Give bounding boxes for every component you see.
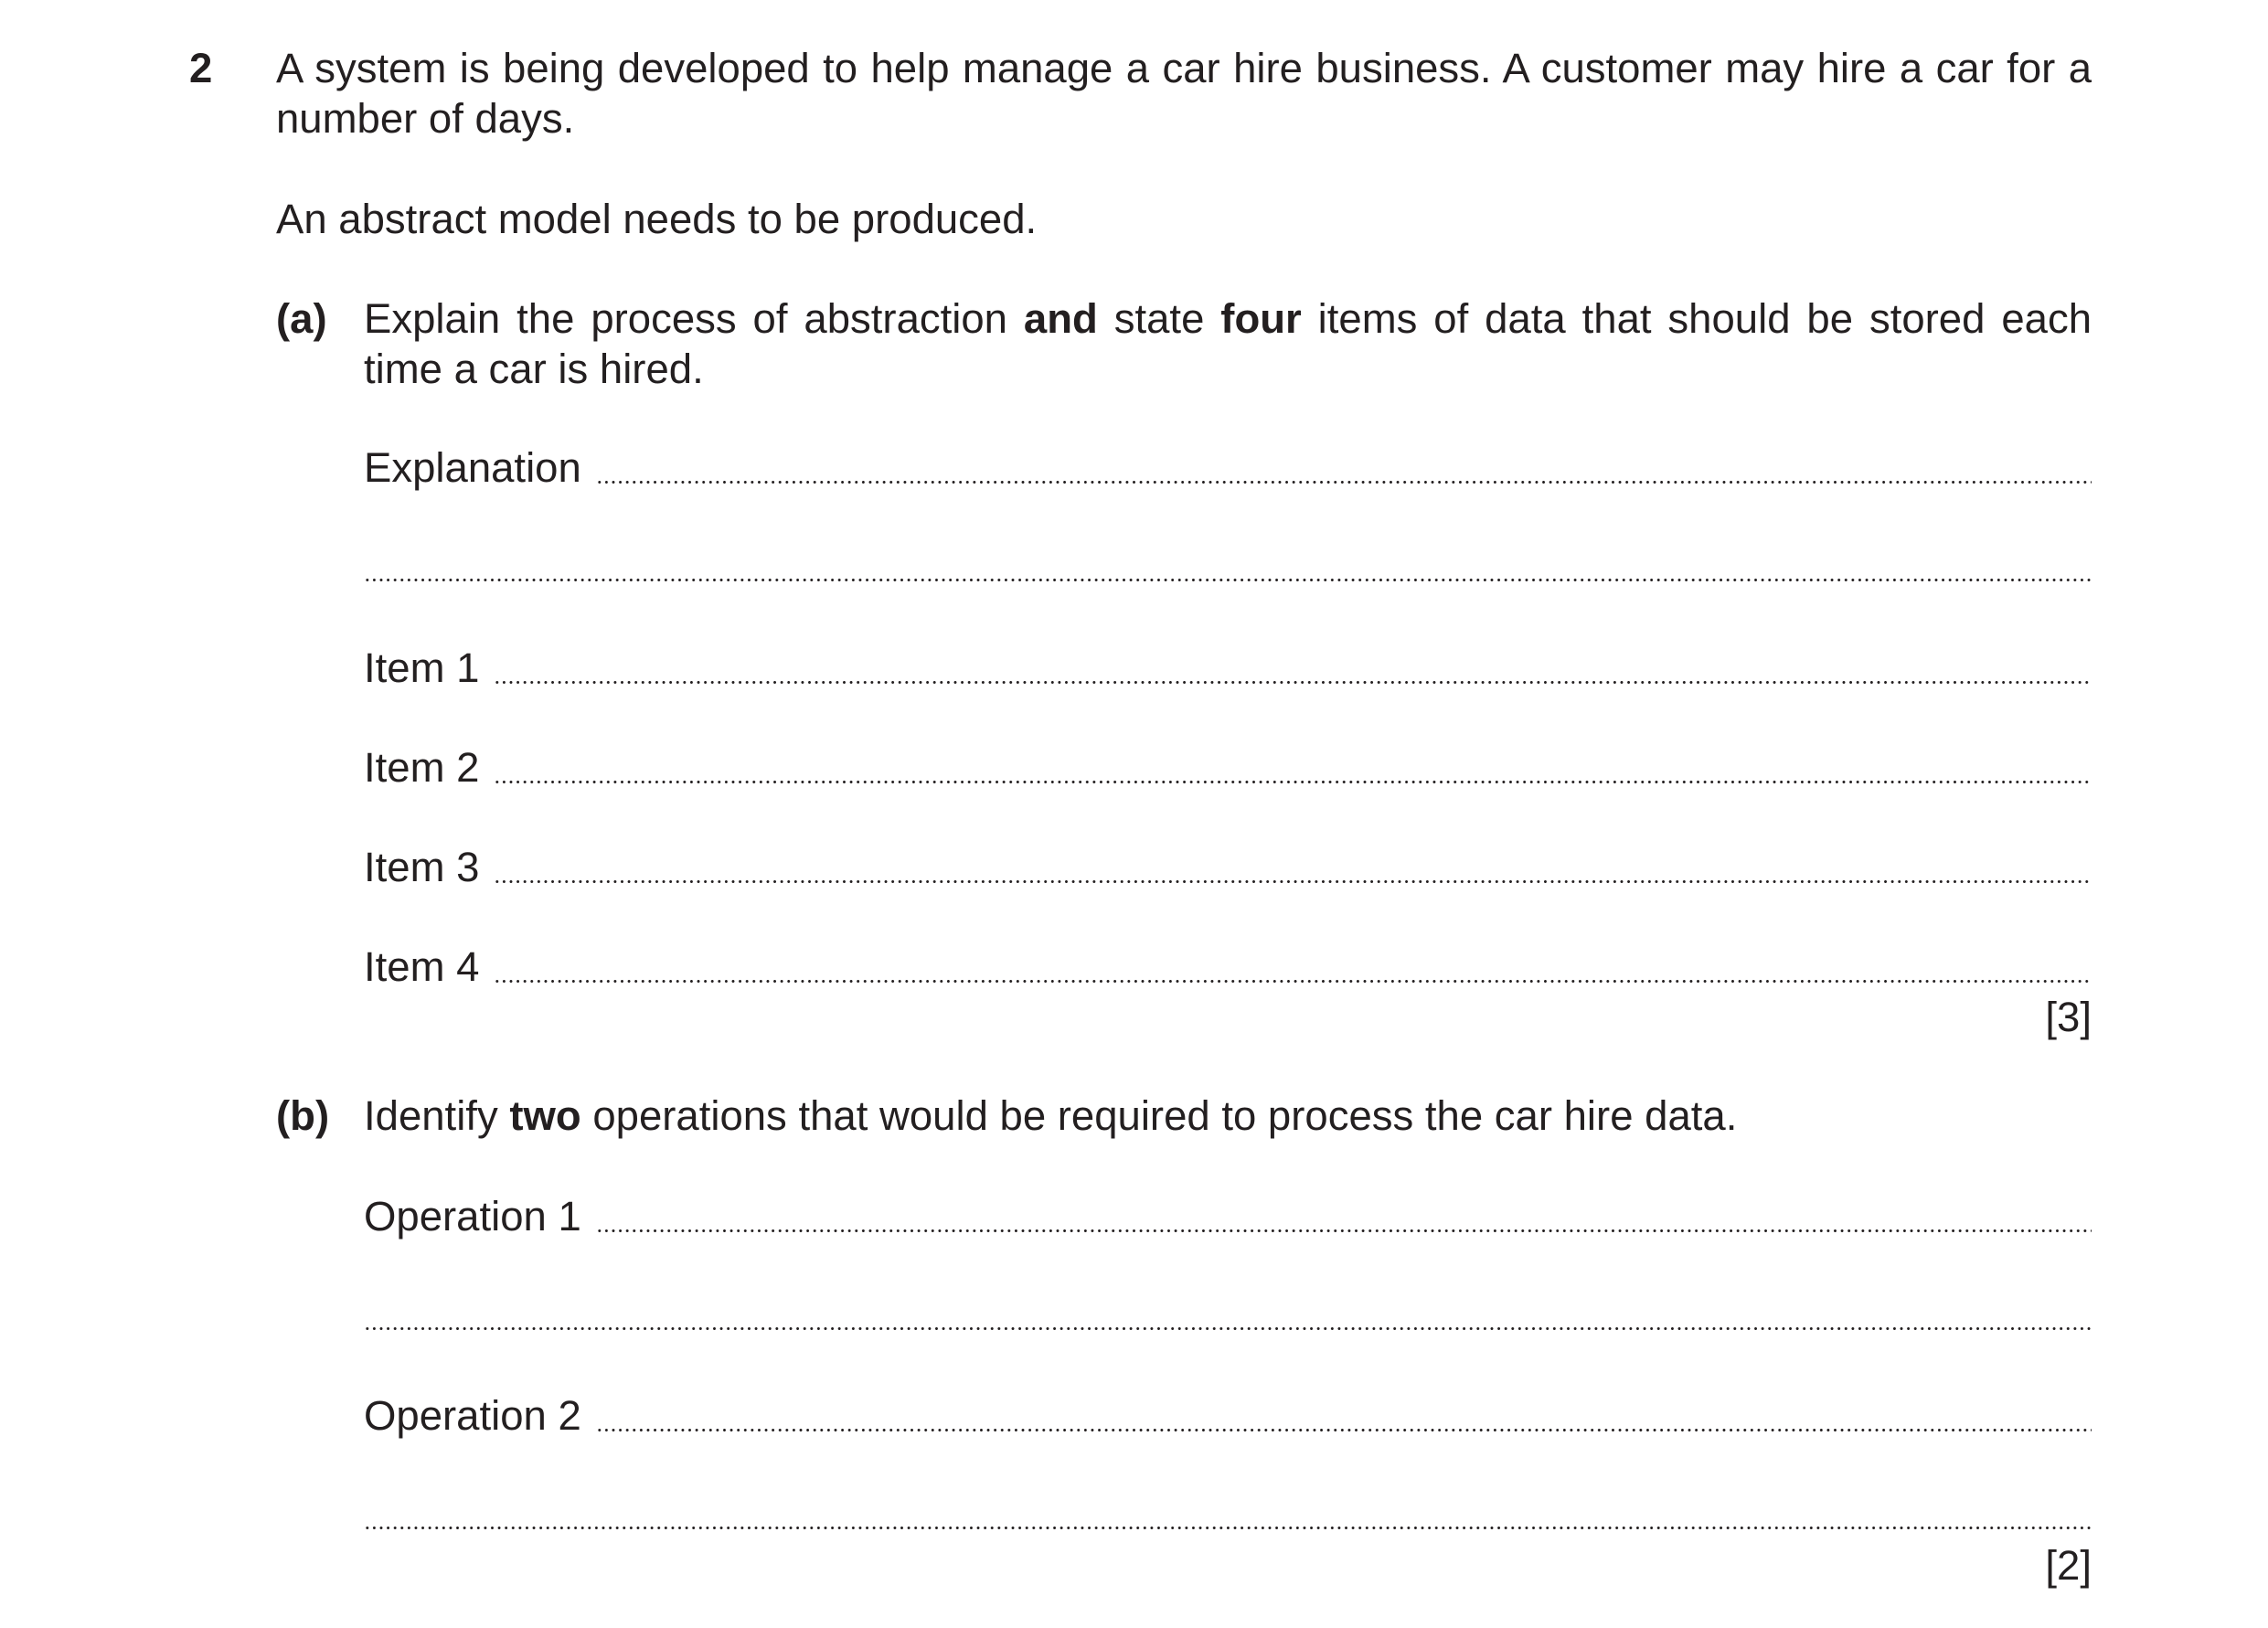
part-b-marks: [2]	[2045, 1542, 2092, 1589]
operation-2-label: Operation 2	[364, 1392, 581, 1439]
operation-1-dotted-line[interactable]	[596, 1197, 2092, 1233]
part-a-label: (a)	[276, 295, 327, 342]
question-intro: A system is being developed to help manage a car hire business. A customer may hire a car for a number of days.	[276, 45, 2092, 142]
item-4-label: Item 4	[364, 943, 480, 990]
question-intro-2: An abstract model needs to be produced.	[276, 196, 1038, 242]
question-number: 2	[189, 45, 213, 91]
operation-1-continuation-line[interactable]	[364, 1292, 2092, 1328]
explanation-dotted-line[interactable]	[596, 448, 2092, 484]
explanation-answer-line[interactable]	[364, 443, 2092, 494]
operation-2-dotted-line-2[interactable]	[364, 1494, 2092, 1530]
part-b-prompt	[364, 1091, 2092, 1142]
item-2-label: Item 2	[364, 744, 480, 791]
operation-1-label: Operation 1	[364, 1193, 581, 1240]
item-3-label: Item 3	[364, 844, 480, 890]
item-2-dotted-line[interactable]	[494, 748, 2092, 784]
item-2-answer-line[interactable]	[364, 743, 2092, 793]
part-b-bold-two: two	[509, 1092, 581, 1139]
part-a-prompt	[364, 294, 2092, 394]
operation-1-answer-line[interactable]	[364, 1192, 2092, 1242]
item-1-dotted-line[interactable]	[494, 648, 2092, 685]
operation-2-dotted-line[interactable]	[596, 1396, 2092, 1432]
item-1-answer-line[interactable]	[364, 644, 2092, 694]
explanation-dotted-line-2[interactable]	[364, 546, 2092, 582]
operation-1-dotted-line-2[interactable]	[364, 1294, 2092, 1331]
part-b-text-1: Identify	[364, 1092, 510, 1139]
part-a-text-1: Explain the process of abstraction	[364, 295, 1024, 342]
item-4-answer-line[interactable]	[364, 942, 2092, 993]
operation-2-answer-line[interactable]	[364, 1391, 2092, 1442]
item-4-dotted-line[interactable]	[494, 947, 2092, 984]
item-3-answer-line[interactable]	[364, 843, 2092, 893]
part-a-bold-and: and	[1023, 295, 1098, 342]
part-b-label: (b)	[276, 1092, 330, 1139]
part-a-text-3: items of data that should be stored each time a car is hired.	[364, 295, 2092, 392]
part-a-text-2: state	[1097, 295, 1221, 342]
part-a-marks: [3]	[2045, 994, 2092, 1040]
part-b-text-2: operations that would be required to process the car hire data.	[580, 1092, 1738, 1139]
operation-2-continuation-line[interactable]	[364, 1491, 2092, 1527]
part-a-bold-four: four	[1220, 295, 1302, 342]
explanation-label: Explanation	[364, 444, 581, 491]
item-3-dotted-line[interactable]	[494, 847, 2092, 884]
explanation-continuation-line[interactable]	[364, 543, 2092, 580]
item-1-label: Item 1	[364, 644, 480, 691]
